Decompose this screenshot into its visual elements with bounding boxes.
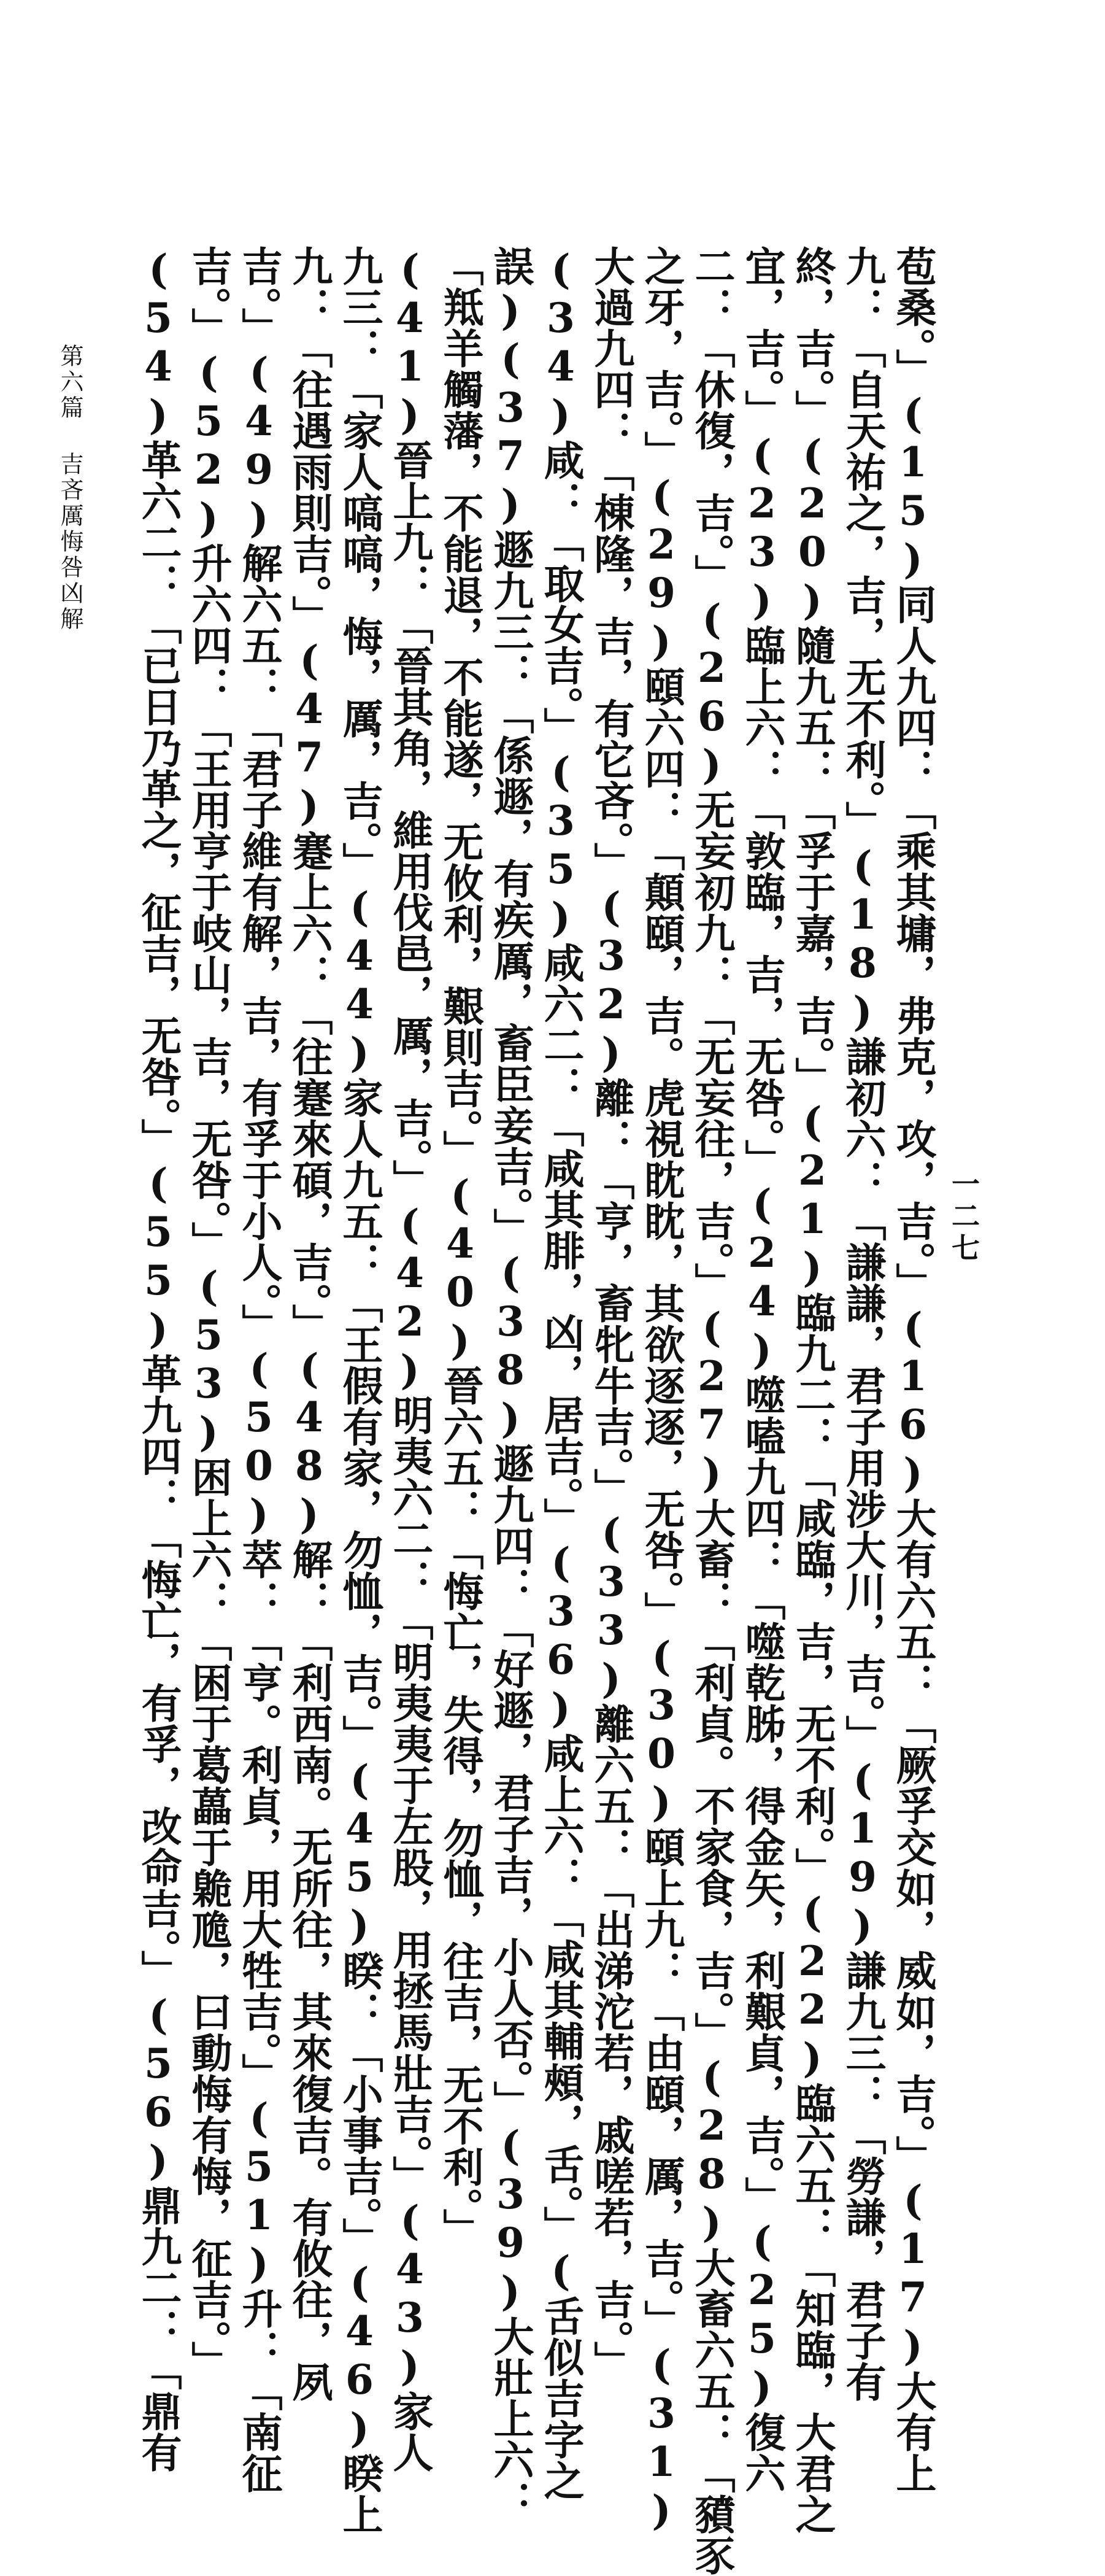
text-column-13: 九：「往遇雨則吉。」(47)蹇上六：「往蹇來碩，吉。」(48)解：「利西南。无所往，其來復吉。有攸往，夙 [285,246,333,2402]
text-column-11: (41)晉上九：「晉其角，維用伐邑，厲，吉。」(42)明夷六二：「明夷夷于左股，用拯馬壯吉。」(43)家人 [386,246,434,2473]
text-column-12: 九三：「家人嗃嗃，悔，厲，吉。」(44)家人九五：「王假有家，勿恤，吉。」(45)睽：「小事吉。」(46)睽上 [336,246,383,2535]
running-head [58,344,82,632]
text-column-4: 宜，吉。」(23)臨上六：「敦臨，吉，无咎。」(24)噬嗑九四：「噬乾胏，得金矢，利艱貞，吉。」(25)復六 [738,246,786,2494]
text-column-1: 苞桑。」(15)同人九四：「乘其墉，弗克，攻，吉。」(16)大有六五：「厥孚交如，威如，吉。」(17)大有上 [889,246,937,2494]
text-column-7: 大過九四：「棟隆，吉，有它吝。」(32)離：「亨，畜牝牛吉。」(33)離六五：「出涕沱若，戚嗟若，吉。」 [587,246,635,2382]
text-column-5: 二：「休復，吉。」(26)无妄初九：「无妄往，吉。」(27)大畜：「利貞。不家食，吉。」(28)大畜六五：「豶豕 [688,246,736,2576]
text-column-9: 誤)(37)遯九三：「係遯，有疾厲，畜臣妾吉。」(38)遯九四：「好遯，君子吉，小人否。」(39)大壯上六： [487,246,534,2521]
page-number: 一二七 [947,1169,980,1265]
text-column-2: 九：「自天祐之，吉，无不利。」(18)謙初六：「謙謙，君子用涉大川，吉。」(19)謙九三：「勞謙，君子有 [839,246,887,2402]
text-column-15: 吉。」(52)升六四：「王用亨于岐山，吉，无咎。」(53)困上六：「困于葛藟于臲卼，曰動悔有悔，征吉。」 [185,246,233,2382]
running-head-title: 吉吝厲悔咎凶解 [56,452,83,632]
text-column-3: 終，吉。」(20)隨九五：「孚于嘉，吉。」(21)臨九二：「咸臨，吉，无不利。」(22)臨六五：「知臨，大君之 [788,246,836,2535]
text-column-14: 吉。」(49)解六五：「君子維有解，吉，有孚于小人。」(50)萃：「亨。利貞，用大牲吉。」(51)升：「南征 [235,246,283,2494]
text-column-10: 「羝羊觸藩，不能退，不能遂，无攸利，艱則吉。」(40)晉六五：「悔亡，失得，勿恤，往吉，无不利。」 [436,246,484,2249]
text-column-6: 之牙，吉。」(29)頤六四：「顛頤，吉。虎視眈眈，其欲逐逐，无咎。」(30)頤上九：「由頤，厲，吉。」(31) [637,246,685,2535]
text-column-16: (54)革六二：「已日乃革之，征吉，无咎。」(55)革九四：「悔亡，有孚，改命吉。」(56)鼎九二：「鼎有 [134,246,182,2473]
text-column-8: (34)咸：「取女吉。」(35)咸六二：「咸其腓，凶，居吉。」(36)咸上六：「咸其輔頰，舌。」(舌似吉字之 [537,246,585,2501]
running-head-chapter: 第六篇 [56,344,83,421]
